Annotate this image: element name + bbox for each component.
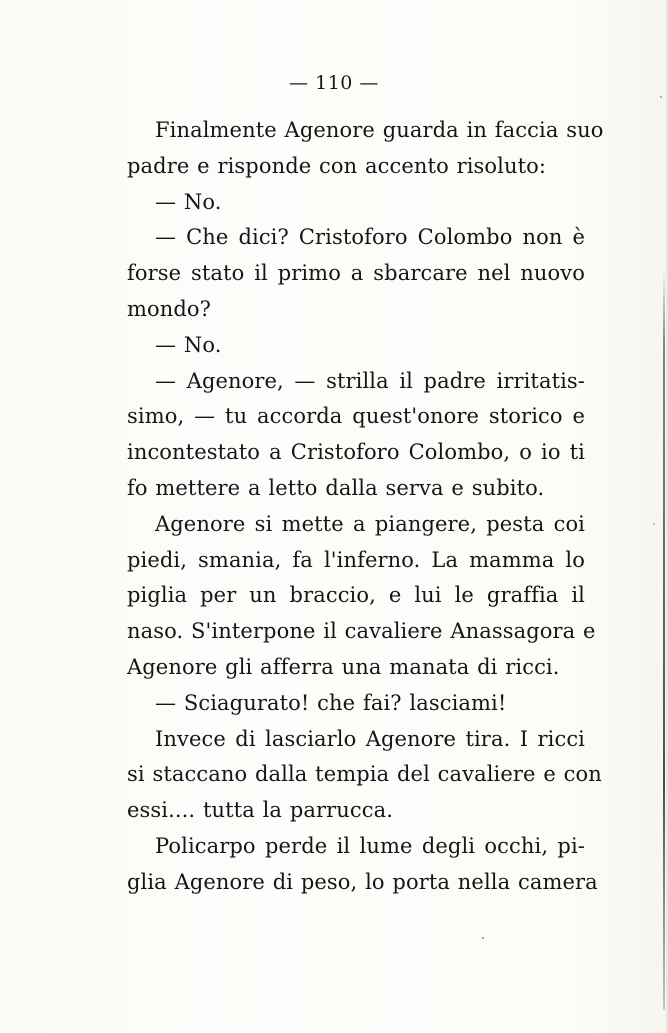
text-line: — Sciagurato! che fai? lasciami! [155,690,507,715]
page-number-header: — 110 — [289,72,379,94]
text-line: — Agenore, — strilla il padre irritatis- [155,368,585,393]
text-line: glia Agenore di peso, lo porta nella camera [127,869,598,894]
text-line: Invece di lasciarlo Agenore tira. I ricci [155,726,585,751]
body-text [127,113,604,901]
text-line: piglia per un braccio, e lui le graffia il [127,583,585,608]
text-line: Agenore gli afferra una manata di ricci. [127,654,560,679]
text-line: si staccano dalla tempia del cavaliere e con [127,762,602,787]
text-line: — Che dici? Cristoforo Colombo non è [155,225,585,250]
text-line: incontestato a Cristoforo Colombo, o io ti [127,440,585,465]
page-edge-line [663,270,665,1010]
text-line: piedi, smania, fa l'inferno. La mamma lo [127,547,585,572]
paper-speck [660,96,662,98]
text-line: mondo? [127,296,212,321]
text-line: simo, — tu accorda quest'onore storico e [127,404,585,429]
paper-speck [653,523,655,525]
text-line: naso. S'interpone il cavaliere Anassagora e [127,619,596,644]
text-line: forse stato il primo a sbarcare nel nuovo [127,261,585,286]
text-line: — No. [155,189,222,214]
text-line: essi.... tutta la parrucca. [127,798,394,823]
paper-speck [482,937,484,939]
text-line: Policarpo perde il lume degli occhi, pi- [155,833,585,858]
text-line: Finalmente Agenore guarda in faccia suo [155,118,604,142]
text-line: — No. [155,332,222,357]
text-line: fo mettere a letto dalla serva e subito. [127,475,545,500]
text-line: Agenore si mette a piangere, pesta coi [155,511,585,536]
text-line: padre e risponde con accento risoluto: [127,153,547,178]
